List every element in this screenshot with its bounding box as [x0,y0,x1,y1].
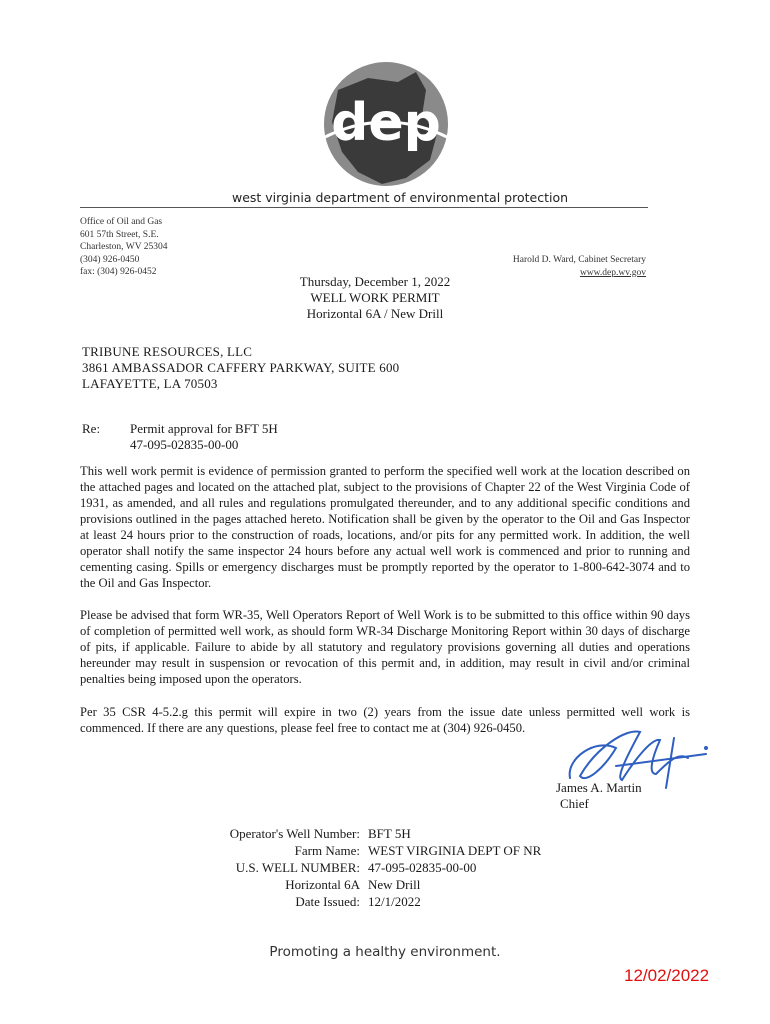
re-block [82,421,278,453]
re-line-1: Permit approval for BFT 5H [130,421,278,436]
well-info-value: New Drill [368,877,421,892]
footer-slogan: Promoting a healthy environment. [269,944,501,960]
well-info-label: Operator's Well Number: [229,826,360,841]
re-label: Re: [82,421,101,436]
well-info-label: U.S. WELL NUMBER: [235,860,360,875]
website-link[interactable]: www.dep.wv.gov [579,267,646,278]
signer-block [556,780,642,812]
logo-text: dep [331,93,441,153]
permit-title: WELL WORK PERMIT [310,290,440,305]
dep-logo-graphic [298,60,474,196]
body-paragraph-3: Per 35 CSR 4-5.2.g this permit will expire in two (2) years from the issue date unless permitted well work is commenced. If there are any questions, please feel free to contact me at (304) 926-0450. [80,705,690,735]
well-info-value: 12/1/2022 [368,894,421,909]
dep-logo [298,60,474,196]
addressee-street: 3861 AMBASSADOR CAFFERY PARKWAY, SUITE 600 [82,360,400,375]
well-info-row [200,859,541,876]
addressee-name: TRIBUNE RESOURCES, LLC [82,344,253,359]
permit-heading [250,274,500,322]
well-info-label: Farm Name: [294,843,360,858]
permit-subtitle: Horizontal 6A / New Drill [306,306,444,321]
signer-title: Chief [560,796,589,811]
well-info-row [200,842,541,859]
received-date-stamp: 12/02/2022 [624,966,710,985]
office-phone: (304) 926-0450 [80,254,140,265]
secretary-name: Harold D. Ward, Cabinet Secretary [512,255,646,265]
well-info-row [200,893,541,910]
signer-name: James A. Martin [556,780,642,795]
addressee-block [82,344,399,392]
well-info-row [200,825,541,842]
agency-name: west virginia department of environmental protection [231,190,569,205]
office-city: Charleston, WV 25304 [80,242,168,252]
permit-date: Thursday, December 1, 2022 [299,274,451,289]
header-rule [80,207,648,208]
office-fax: fax: (304) 926-0452 [80,267,157,277]
body-paragraph-2: Please be advised that form WR-35, Well Operators Report of Well Work is to be submitted to this office within 90 days of completion of permitted well work, as should form WR-34 Discharge Monitoring Report within 30 days of discharge of pits, if applicable. Failure to abide by all statutory and regulatory provisions governing all duties and operations hereunder may result in suspension or revocation of this permit and, in addition, may result in civil and/or criminal penalties being imposed upon the operators. [80,608,690,686]
well-info-value: 47-095-02835-00-00 [368,860,477,875]
well-info-label: Horizontal 6A [285,877,360,892]
office-address [80,216,280,279]
office-name: Office of Oil and Gas [80,217,163,227]
well-info-row [200,876,541,893]
well-info-label: Date Issued: [295,894,360,909]
well-info-value: WEST VIRGINIA DEPT OF NR [368,843,542,858]
office-street: 601 57th Street, S.E. [80,229,159,240]
well-info-value: BFT 5H [368,826,411,841]
body-paragraph-1: This well work permit is evidence of permission granted to perform the specified well work at the location described on the attached pages and located on the attached plat, subject to the provisions of Chapter 22 of the West Virginia Code of 1931, as amended, and all rules and regulations promulgated thereunder, and to any additional specific conditions and provisions outlined in the pages attached hereto. Notification shall be given by the operator to the Oil and Gas Inspector at least 24 hours prior to the construction of roads, locations, and/or pits for any permitted work. In addition, the well operator shall notify the same inspector 24 hours before any actual well work is commenced and prior to running and cementing casing. Spills or emergency discharges must be promptly reported by the operator to 1-800-642-3074 and to the Oil and Gas Inspector. [80,464,690,590]
well-info-table [200,825,541,910]
re-line-2: 47-095-02835-00-00 [130,437,239,452]
addressee-city: LAFAYETTE, LA 70503 [82,376,218,391]
